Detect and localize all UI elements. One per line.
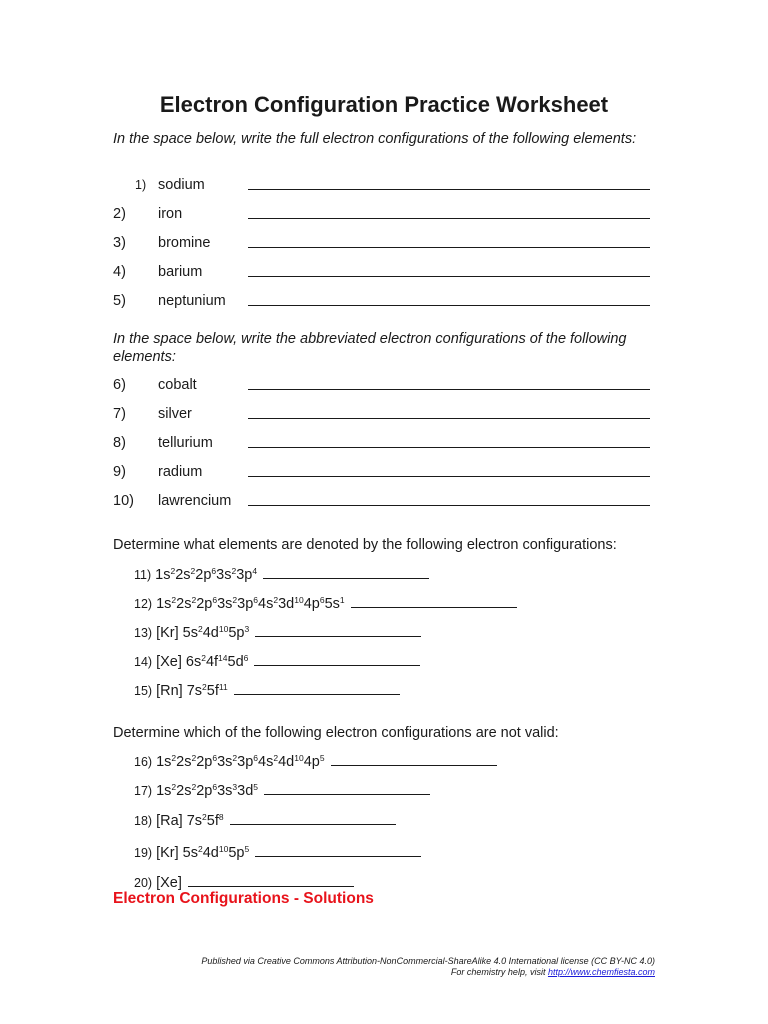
item-number: 7) [113,406,126,422]
item-number: 11) [134,568,152,582]
electron-configuration: $1s^22s^22p^63s^33d^5$ [156,782,259,799]
answer-line [248,476,650,477]
answer-line [248,389,650,390]
electron-configuration: $1s^22s^22p^63s^23p^64s^23d^{10}4p^65s^1$ [156,595,345,612]
item-number: 14) [134,655,153,669]
answer-line [254,652,420,666]
answer-line [331,752,497,766]
license-notice: Published via Creative Commons Attribution-NonCommercial-ShareAlike 4.0 International license (CC BY-NC 4.0) [201,956,655,966]
config-row [134,752,497,771]
element-name: sodium [158,177,205,193]
answer-line [248,505,650,506]
solutions-heading: Electron Configurations - Solutions [113,890,374,907]
item-number: 2) [113,206,126,222]
electron-configuration: $1s^22s^22p^63s^23p^4$ [155,566,258,583]
answer-line [351,594,517,608]
answer-line [248,276,650,277]
element-name: iron [158,206,183,222]
chemfiesta-link[interactable]: http://www.chemfiesta.com [547,967,655,977]
item-number: 10) [113,493,134,509]
item-number: 1) [135,178,147,192]
item-number: 17) [134,784,153,798]
config-row [134,652,420,671]
answer-line [248,418,650,419]
item-number: 19) [134,846,153,860]
config-row [134,594,517,613]
item-number: 9) [113,464,126,480]
answer-line [248,305,650,306]
item-number: 20) [134,876,153,890]
electron-configuration: $1s^22s^22p^63s^23p^64s^24d^{10}4p^5$ [156,753,325,770]
answer-line [234,681,400,695]
answer-line [248,189,650,190]
config-row [134,623,421,642]
electron-configuration: [Kr] $5s^24d^{10}5p^5$ [156,844,250,861]
config-row [134,681,400,700]
section4-instruction: Determine which of the following electron configurations are not valid: [113,725,559,741]
element-name: cobalt [158,377,197,393]
element-name: lawrencium [158,493,232,509]
config-row [134,781,430,800]
answer-line [264,781,430,795]
electron-configuration: [Xe] $6s^24f^{14}5d^6$ [156,653,249,670]
item-number: 5) [113,293,126,309]
electron-configuration: [Rn] $7s^25f^{11}$ [156,682,228,699]
item-number: 15) [134,684,153,698]
answer-line [248,218,650,219]
element-name: radium [158,464,203,480]
element-name: tellurium [158,435,213,451]
answer-line [255,843,421,857]
item-number: 4) [113,264,126,280]
answer-line [263,565,429,579]
section3-instruction: Determine what elements are denoted by the following electron configurations: [113,537,617,553]
item-number: 6) [113,377,126,393]
answer-line [255,623,421,637]
config-row [134,811,396,830]
config-row [134,565,429,584]
element-name: silver [158,406,192,422]
item-number: 16) [134,755,153,769]
item-number: 18) [134,814,153,828]
section2-instruction: In the space below, write the abbreviated electron configurations of the following elements: [113,331,627,365]
item-number: 8) [113,435,126,451]
section1-instruction: In the space below, write the full electron configurations of the following elements: [113,131,637,147]
item-number: 13) [134,626,153,640]
item-number: 3) [113,235,126,251]
answer-line [188,873,354,887]
help-notice [451,967,655,977]
electron-configuration: [Xe] [156,875,182,891]
page-title: Electron Configuration Practice Worksheet [159,92,609,117]
element-name: neptunium [158,293,226,309]
item-number: 12) [134,597,153,611]
answer-line [248,447,650,448]
electron-configuration: [Kr] $5s^24d^{10}5p^3$ [156,624,250,641]
answer-line [230,811,396,825]
answer-line [248,247,650,248]
element-name: barium [158,264,203,280]
electron-configuration: [Ra] $7s^25f^8$ [156,812,224,829]
config-row [134,843,421,862]
element-name: bromine [158,235,211,251]
help-text: For chemistry help, visit [450,967,548,977]
